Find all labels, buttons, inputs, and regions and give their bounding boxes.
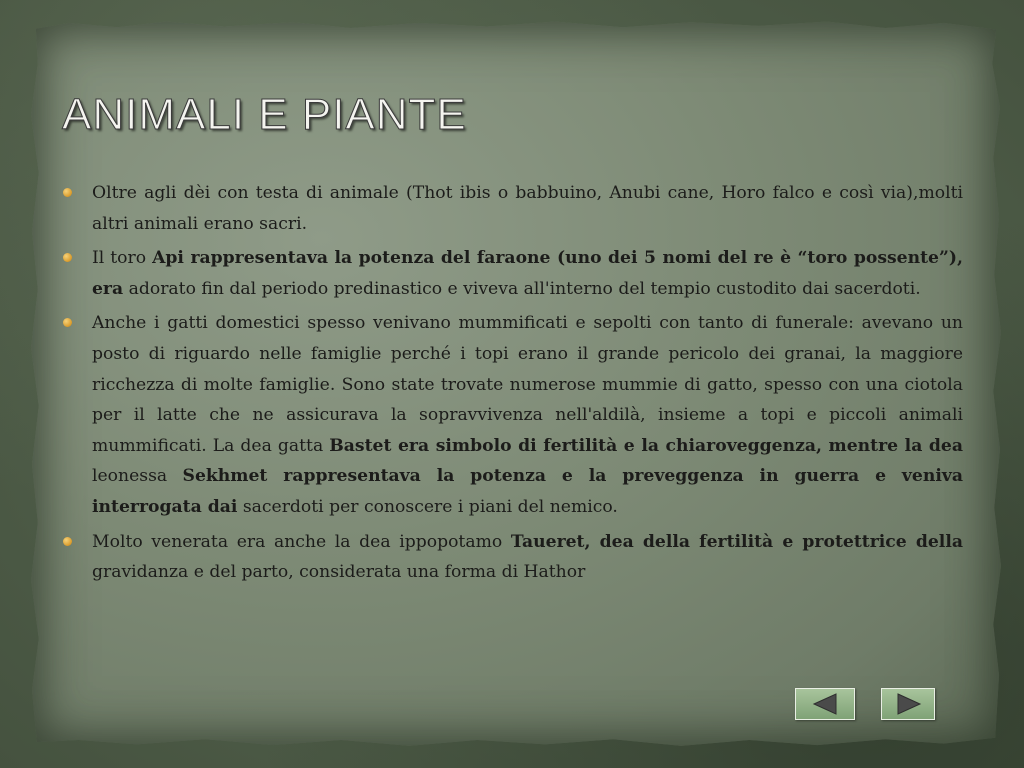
bullet-dot-icon [63, 318, 72, 327]
bullet-text-bold: Sekhmet rappresentava la potenza e la preveggenza in guerra e veniva interrogata dai [92, 466, 964, 517]
bullet-item [60, 243, 963, 304]
bullet-text-bold: Bastet era simbolo di fertilità e la chiaroveggenza, mentre la dea [329, 435, 963, 456]
bullet-dot-icon [63, 537, 72, 546]
bullet-text-bold: Api rappresentava la potenza del faraone (uno dei 5 nomi del re è “toro possente”), era [92, 248, 963, 299]
bullet-text: Molto venerata era anche la dea ippopotamo [92, 531, 511, 552]
bullet-text: leonessa [92, 466, 183, 487]
bullet-list [60, 178, 963, 592]
bullet-text: sacerdoti per conoscere i piani del nemico. [237, 496, 618, 517]
next-slide-button[interactable] [881, 688, 935, 720]
bullet-text-bold: Taueret, dea della fertilità e protettrice della [510, 531, 963, 552]
bullet-text: Il toro [92, 248, 153, 269]
slide-title: ANIMALI E PIANTE [62, 90, 467, 139]
bullet-item [60, 527, 963, 588]
bullet-text: Oltre agli dèi con testa di animale (Thot ibis o babbuino, Anubi cane, Horo falco e così via),molti altri animali erano sacri. [92, 183, 963, 234]
bullet-text: Anche i gatti domestici spesso venivano mummificati e sepolti con tanto di funerale: avevano un posto di riguardo nelle famiglie perché i topi erano il grande pericolo dei granai, la maggiore ricchezza di molte famiglie. Sono state trovate numerose mummie di gatto, spesso con una ciotola per il latte che ne assicurava la sopravvivenza nell'aldilà, insieme a topi e piccoli animali mummificati. La dea gatta [92, 313, 963, 456]
bullet-dot-icon [63, 188, 72, 197]
previous-slide-button[interactable] [795, 688, 855, 720]
triangle-left-icon [796, 689, 854, 719]
bullet-dot-icon [63, 253, 72, 262]
triangle-right-icon [882, 689, 934, 719]
bullet-item [60, 178, 963, 239]
bullet-text: gravidanza e del parto, considerata una forma di Hathor [92, 562, 586, 583]
bullet-text: adorato fin dal periodo predinastico e viveva all'interno del tempio custodito dai sacerdoti. [123, 278, 921, 299]
bullet-item [60, 308, 963, 522]
